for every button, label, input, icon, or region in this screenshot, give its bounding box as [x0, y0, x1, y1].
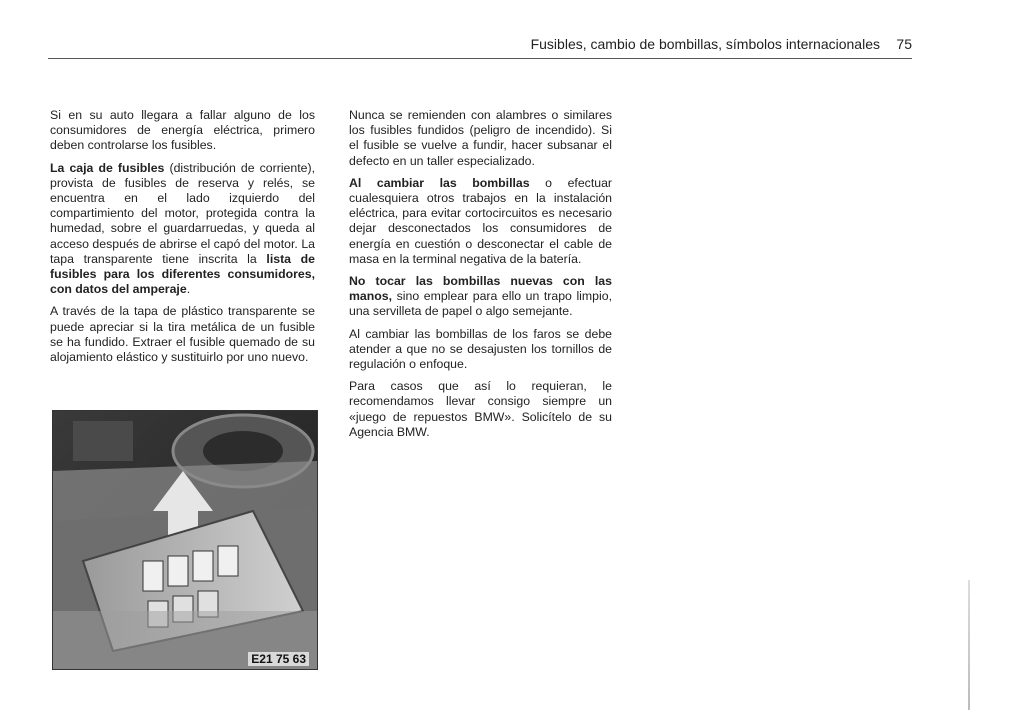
text-column-left — [50, 108, 315, 372]
bold-term: Al cambiar las bombillas — [349, 175, 530, 190]
bold-term: No tocar las bombillas nuevas con las manos, — [349, 274, 612, 304]
page-number: 75 — [896, 36, 912, 52]
paragraph-headlights: Al cambiar las bombillas de los faros se debe atender a que no se desajusten los tornillos de regulación o enfoque. — [349, 326, 612, 372]
paragraph-intro: Si en su auto llegara a fallar alguno de los consumidores de energía eléctrica, primero deben controlarse los fusibles. — [50, 108, 315, 153]
paragraph-fuse-check: A través de la tapa de plástico transparente se puede apreciar si la tira metálica de un fusible se ha fundido. Extraer el fusible quemado de su alojamiento elástico y sustituirlo por uno nuevo. — [50, 304, 315, 365]
paragraph-no-repair: Nunca se remienden con alambres o similares los fusibles fundidos (peligro de incendido). Si el fusible se vuelve a fundir, hacer subsanar el defecto en un taller especializado. — [349, 108, 612, 168]
header-title: Fusibles, cambio de bombillas, símbolos internacionales — [530, 36, 880, 52]
running-header — [48, 34, 912, 59]
photo-illustration — [53, 411, 317, 669]
paragraph-spare-kit: Para casos que así lo requieran, le recomendamos llevar consigo siempre un «juego de repuestos BMW». Solicítelo de su Agencia BMW. — [349, 379, 612, 439]
paragraph-no-touch: No tocar las bombillas nuevas con las manos, sino emplear para ello un trapo limpio, una servilleta de papel o algo semejante. — [349, 274, 612, 319]
scan-edge-mark — [968, 580, 970, 710]
paragraph-changing-bulbs: Al cambiar las bombillas o efectuar cualesquiera otros trabajos en la instalación eléctrica, para evitar cortocircuitos es necesario dejar desconectados los consumidores de energía en cuestión o desconectar el cable de masa en la terminal negativa de la batería. — [349, 175, 613, 266]
text-column-right — [349, 108, 612, 447]
figure-code: E21 75 63 — [248, 652, 309, 666]
paragraph-fuse-box: La caja de fusibles (distribución de corriente), provista de fusibles de reserva y relés, se encuentra en el lado izquierdo del compartimiento del motor, protegida contra la humedad, sobre el guardarruedas, y queda al acceso después de abrirse el capó del motor. La tapa transparente tiene inscrita la lista de fusibles para los diferentes consumidores, con datos del amperaje. — [50, 160, 316, 297]
bold-term: lista de fusibles para los diferentes consumidores, con datos del amperaje — [50, 251, 316, 297]
engine-bay-photo — [52, 410, 318, 670]
bold-term: La caja de fusibles — [50, 160, 165, 175]
